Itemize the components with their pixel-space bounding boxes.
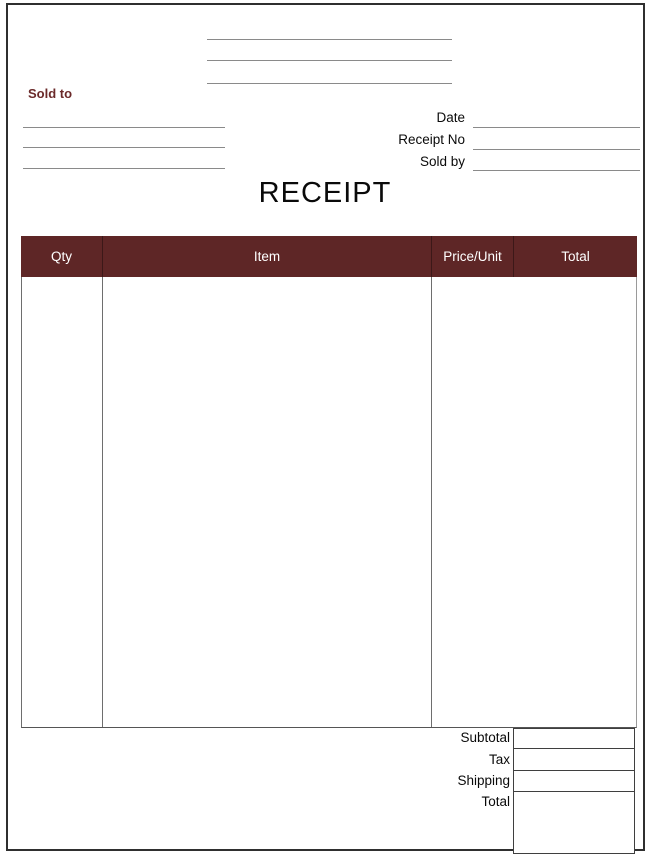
receipt-no-label: Receipt No bbox=[398, 132, 465, 147]
company-info-line-2[interactable] bbox=[207, 60, 452, 61]
subtotal-value-cell[interactable] bbox=[514, 729, 634, 749]
tax-label: Tax bbox=[488, 752, 510, 767]
sold-to-line-3[interactable] bbox=[23, 168, 225, 169]
item-column-area[interactable] bbox=[103, 277, 432, 727]
sold-by-input-line[interactable] bbox=[473, 170, 640, 171]
shipping-value-cell[interactable] bbox=[514, 771, 634, 792]
date-label: Date bbox=[436, 110, 465, 125]
price-total-column-area[interactable] bbox=[432, 277, 636, 727]
company-info-line-1[interactable] bbox=[207, 39, 452, 40]
date-input-line[interactable] bbox=[473, 127, 640, 128]
receipt-no-input-line[interactable] bbox=[473, 149, 640, 150]
item-column-header: Item bbox=[102, 236, 431, 277]
page-title: RECEIPT bbox=[258, 177, 392, 209]
sold-to-label: Sold to bbox=[28, 86, 73, 101]
qty-column-area[interactable] bbox=[22, 277, 103, 727]
total-column-header: Total bbox=[513, 236, 637, 277]
shipping-label: Shipping bbox=[457, 773, 510, 788]
price-unit-column-header: Price/Unit bbox=[431, 236, 513, 277]
subtotal-label: Subtotal bbox=[460, 730, 510, 745]
totals-value-box bbox=[513, 728, 635, 854]
items-table-body bbox=[21, 277, 637, 728]
sold-by-label: Sold by bbox=[419, 154, 465, 169]
total-label: Total bbox=[481, 794, 510, 809]
total-value-cell[interactable] bbox=[514, 792, 634, 853]
items-table-header bbox=[21, 236, 637, 277]
company-info-line-3[interactable] bbox=[207, 83, 452, 84]
qty-column-header: Qty bbox=[50, 249, 72, 264]
sold-to-line-1[interactable] bbox=[23, 127, 225, 128]
tax-value-cell[interactable] bbox=[514, 749, 634, 771]
sold-to-line-2[interactable] bbox=[23, 147, 225, 148]
